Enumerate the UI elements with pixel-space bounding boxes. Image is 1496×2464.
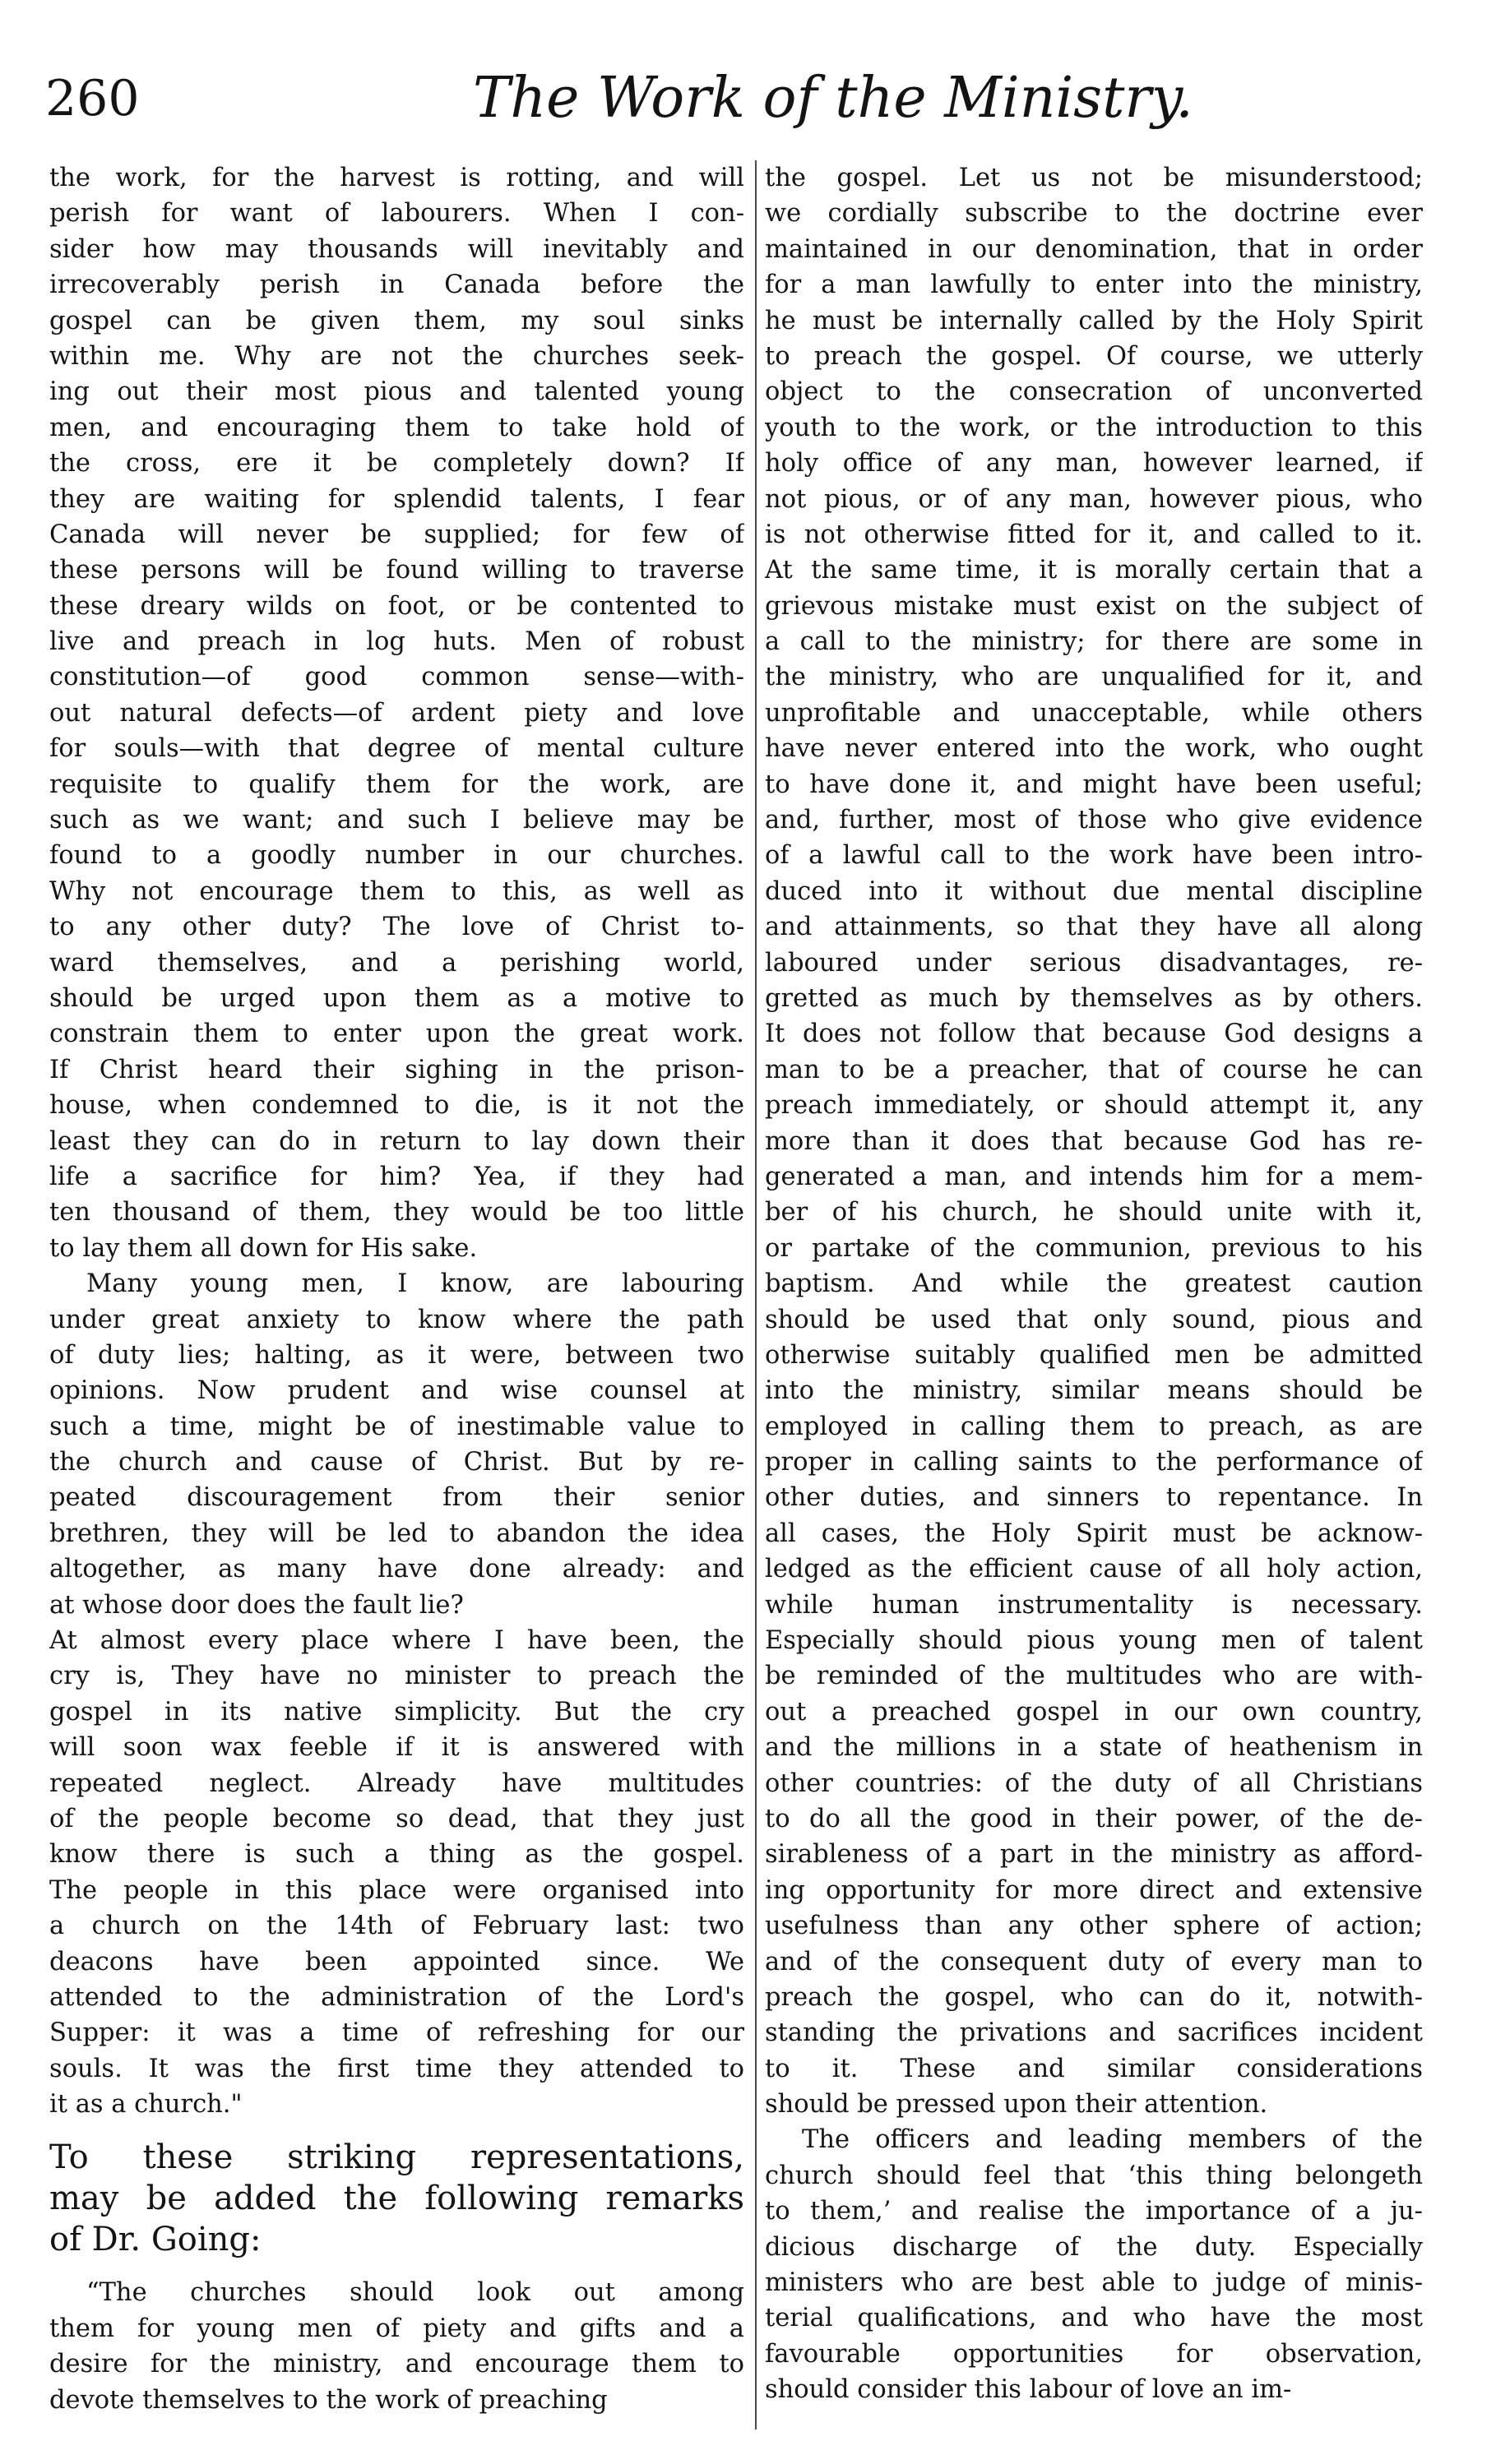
page-number: 260 <box>45 70 140 127</box>
text-line: gretted as much by themselves as by others. <box>765 983 1423 1013</box>
text-line: other duties, and sinners to repentance. In <box>765 1483 1423 1513</box>
text-line: peated discouragement from their senior <box>49 1483 744 1513</box>
text-line: he must be internally called by the Holy Spirit <box>765 306 1423 335</box>
text-line: gospel in its native simplicity. But the cry <box>49 1697 744 1727</box>
text-line: for souls—with that degree of mental culture <box>49 734 744 764</box>
text-line: will soon wax feeble if it is answered with <box>49 1733 744 1763</box>
text-line: Canada will never be supplied; for few of <box>49 520 744 549</box>
text-line: brethren, they will be led to abandon the idea <box>49 1519 744 1548</box>
text-line: these persons will be found willing to traverse <box>49 556 744 585</box>
text-line: Why not encourage them to this, as well as <box>49 876 744 906</box>
text-line: gospel can be given them, my soul sinks <box>49 306 744 335</box>
text-line: not pious, or of any man, however pious, who <box>765 484 1423 514</box>
text-line: sider how may thousands will inevitably and <box>49 234 744 264</box>
text-line: ledged as the efficient cause of all holy action, <box>765 1555 1423 1584</box>
text-line: ministers who are best able to judge of minis- <box>765 2268 1423 2298</box>
text-line: the gospel. Let us not be misunderstood; <box>765 164 1423 192</box>
text-line: cry is, They have no minister to preach the <box>49 1662 744 1691</box>
text-line: and attainments, so that they have all along <box>765 913 1423 942</box>
text-line: ten thousand of them, they would be too little <box>49 1198 744 1227</box>
text-line: men, and encouraging them to take hold of <box>49 413 744 442</box>
text-line: should be urged upon them as a motive to <box>49 983 744 1013</box>
text-line: least they can do in return to lay down their <box>49 1126 744 1156</box>
text-line: standing the privations and sacrifices incident <box>765 2018 1423 2048</box>
text-line: and the millions in a state of heathenism in <box>765 1733 1423 1763</box>
text-line: should consider this labour of love an im- <box>765 2375 1292 2405</box>
text-line: live and preach in log huts. Men of robust <box>49 627 744 657</box>
text-line: youth to the work, or the introduction to this <box>765 413 1423 442</box>
text-line: a call to the ministry; for there are some in <box>765 627 1423 657</box>
text-line: At almost every place where I have been, the <box>49 1626 744 1656</box>
text-line: the ministry, who are unqualified for it, and <box>765 663 1423 692</box>
text-line: sirableness of a part in the ministry as afford- <box>765 1840 1423 1870</box>
text-line: “The churches should look out among <box>86 2278 744 2308</box>
text-line: ber of his church, he should unite with it, <box>765 1198 1423 1227</box>
text-line: all cases, the Holy Spirit must be acknow- <box>765 1519 1423 1548</box>
text-line: Many young men, I know, are labouring <box>86 1269 744 1299</box>
text-line: preach immediately, or should attempt it, any <box>765 1091 1423 1121</box>
text-line: baptism. And while the greatest caution <box>765 1269 1423 1299</box>
text-line: such as we want; and such I believe may be <box>49 806 744 835</box>
text-line: the church and cause of Christ. But by re- <box>49 1448 744 1477</box>
text-line: such a time, might be of inestimable value to <box>49 1412 744 1441</box>
column-divider <box>755 160 757 2429</box>
text-line: employed in calling them to preach, as are <box>765 1412 1423 1441</box>
text-line: requisite to qualify them for the work, are <box>49 770 744 799</box>
text-line: them for young men of piety and gifts and a <box>49 2314 744 2343</box>
text-line: for a man lawfully to enter into the ministry, <box>765 270 1423 300</box>
text-line: favourable opportunities for observation, <box>765 2339 1423 2369</box>
text-line: and, further, most of those who give evidence <box>765 806 1423 835</box>
text-line: to lay them all down for His sake. <box>49 1233 478 1263</box>
text-line: a church on the 14th of February last: two <box>49 1912 744 1941</box>
text-line: is not otherwise fitted for it, and called to it. <box>765 520 1423 549</box>
text-line: out natural defects—of ardent piety and love <box>49 698 744 728</box>
text-line: grievous mistake must exist on the subject of <box>765 591 1423 621</box>
text-line: to preach the gospel. Of course, we utterly <box>765 341 1423 371</box>
text-line: The people in this place were organised into <box>49 1875 744 1905</box>
text-line: found to a goodly number in our churches. <box>49 841 744 871</box>
text-line: the work, for the harvest is rotting, and will <box>49 164 744 192</box>
text-line: have never entered into the work, who ought <box>765 734 1423 764</box>
subheading-line: of Dr. Going: <box>49 2221 262 2259</box>
text-line: into the ministry, similar means should be <box>765 1376 1423 1406</box>
text-line: Supper: it was a time of refreshing for our <box>49 2018 744 2048</box>
text-line: and of the consequent duty of every man to <box>765 1947 1423 1976</box>
text-line: more than it does that because God has re- <box>765 1126 1423 1156</box>
text-line: It does not follow that because God designs a <box>765 1019 1423 1049</box>
text-line: laboured under serious disadvantages, re- <box>765 948 1423 978</box>
text-line: should be pressed upon their attention. <box>765 2090 1268 2120</box>
text-line: souls. It was the first time they attended to <box>49 2054 744 2083</box>
text-line: proper in calling saints to the performance of <box>765 1448 1423 1477</box>
text-line: should be used that only sound, pious and <box>765 1305 1423 1334</box>
text-line: to it. These and similar considerations <box>765 2054 1423 2083</box>
text-line: man to be a preacher, that of course he can <box>765 1055 1423 1084</box>
subheading-line: To these striking representations, <box>49 2138 744 2177</box>
text-line: while human instrumentality is necessary. <box>765 1590 1423 1620</box>
text-line: church should feel that ‘this thing belongeth <box>765 2161 1423 2190</box>
text-line: unprofitable and unacceptable, while others <box>765 698 1423 728</box>
text-line: to any other duty? The love of Christ to- <box>49 913 744 942</box>
text-line: ward themselves, and a perishing world, <box>49 948 744 978</box>
text-line: these dreary wilds on foot, or be contented to <box>49 591 744 621</box>
text-line: Especially should pious young men of talent <box>765 1626 1423 1656</box>
text-line: they are waiting for splendid talents, I fear <box>49 484 744 514</box>
text-line: life a sacrifice for him? Yea, if they had <box>49 1162 744 1191</box>
text-line: preach the gospel, who can do it, notwith- <box>765 1982 1423 2012</box>
text-line: holy office of any man, however learned, if <box>765 449 1423 478</box>
text-line: be reminded of the multitudes who are with- <box>765 1662 1423 1691</box>
text-line: otherwise suitably qualified men be admitted <box>765 1340 1423 1370</box>
text-line: of duty lies; halting, as it were, between two <box>49 1340 744 1370</box>
text-line: we cordially subscribe to the doctrine ever <box>765 199 1423 229</box>
text-line: house, when condemned to die, is it not the <box>49 1091 744 1121</box>
text-line: attended to the administration of the Lord's <box>49 1982 744 2012</box>
text-line: other countries: of the duty of all Christians <box>765 1768 1423 1798</box>
subheading-line: may be added the following remarks <box>49 2180 744 2218</box>
text-line: to them,’ and realise the importance of a ju- <box>765 2197 1423 2226</box>
running-title: The Work of the Ministry. <box>473 66 1193 131</box>
text-line: maintained in our denomination, that in order <box>765 234 1423 264</box>
text-line: generated a man, and intends him for a mem- <box>765 1162 1423 1191</box>
text-line: of the people become so dead, that they just <box>49 1804 744 1833</box>
text-line: to have done it, and might have been useful; <box>765 770 1423 799</box>
text-line: devote themselves to the work of preaching <box>49 2385 608 2415</box>
text-line: to do all the good in their power, of the de- <box>765 1804 1423 1833</box>
text-line: within me. Why are not the churches seek- <box>49 341 744 371</box>
text-line: or partake of the communion, previous to his <box>765 1233 1423 1263</box>
text-line: altogether, as many have done already: and <box>49 1555 744 1584</box>
text-line: it as a church." <box>49 2090 243 2120</box>
text-line: repeated neglect. Already have multitudes <box>49 1768 744 1798</box>
text-line: of a lawful call to the work have been intro- <box>765 841 1423 871</box>
text-line: desire for the ministry, and encourage them to <box>49 2350 744 2379</box>
text-line: deacons have been appointed since. We <box>49 1947 744 1976</box>
text-line: object to the consecration of unconverted <box>765 377 1423 407</box>
right-column <box>765 160 1423 2408</box>
text-line: dicious discharge of the duty. Especially <box>765 2232 1423 2262</box>
text-line: duced into it without due mental discipline <box>765 876 1423 906</box>
text-line: The officers and leading members of the <box>802 2125 1423 2155</box>
text-line: at whose door does the fault lie? <box>49 1590 464 1620</box>
text-line: At the same time, it is morally certain that a <box>765 556 1423 585</box>
text-line: ing out their most pious and talented young <box>49 377 744 407</box>
text-line: If Christ heard their sighing in the prison- <box>49 1055 744 1084</box>
left-column <box>49 160 744 2418</box>
text-line: perish for want of labourers. When I con- <box>49 199 744 229</box>
text-line: usefulness than any other sphere of action; <box>765 1912 1423 1941</box>
text-line: constrain them to enter upon the great work. <box>49 1019 744 1049</box>
text-line: terial qualifications, and who have the most <box>765 2304 1423 2333</box>
text-line: under great anxiety to know where the path <box>49 1305 744 1334</box>
text-line: irrecoverably perish in Canada before the <box>49 270 744 300</box>
text-line: ing opportunity for more direct and extensive <box>765 1875 1423 1905</box>
text-line: know there is such a thing as the gospel. <box>49 1840 744 1870</box>
text-line: opinions. Now prudent and wise counsel at <box>49 1376 744 1406</box>
text-line: out a preached gospel in our own country, <box>765 1697 1423 1727</box>
text-line: constitution—of good common sense—with- <box>49 663 744 692</box>
page-header <box>45 62 1443 136</box>
text-line: the cross, ere it be completely down? If <box>49 449 744 478</box>
